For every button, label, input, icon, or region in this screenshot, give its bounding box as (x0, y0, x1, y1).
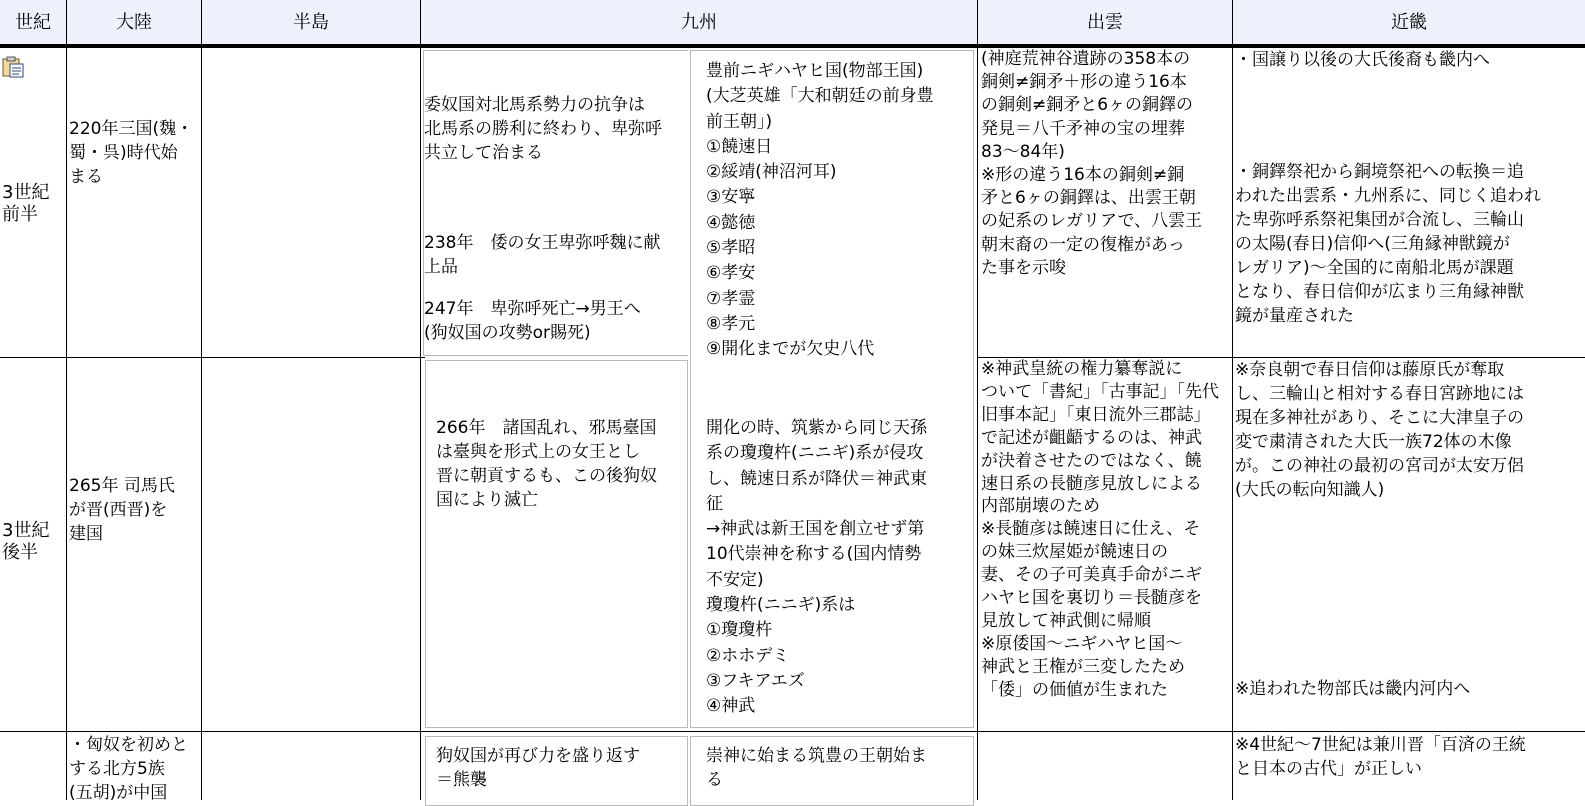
row2-kinki-b: ※追われた物部氏は畿内河内へ (1235, 679, 1471, 699)
row-divider-1 (0, 357, 425, 358)
row2-kyushu-b: 開化の時、筑紫から同じ天孫 系の瓊瓊杵(ニニギ)系が侵攻 し、饒速日系が降伏＝神武東 征 →神武は新王国を創立せず第 10代崇神を称する(国内情勢 不安定) 瓊瓊杵(ニニギ)系は ①瓊瓊杵 ②ホホデミ ③フキアエズ ④神武 (706, 418, 927, 717)
row2-continent: 265年 司馬氏 が晋(西晋)を 建国 (69, 476, 175, 544)
col-divider-2 (201, 0, 202, 800)
row3-kinki: ※4世紀〜7世紀は兼川晋「百済の王統 と日本の古代」が正しい (1235, 735, 1526, 779)
row2-kinki-a: ※奈良朝で春日信仰は藤原氏が奪取 し、三輪山と相対する春日宮跡地には 現在多神社があり、そこに大津皇子の 変で粛清された大氏一族72体の木像 が。この神社の最初の宮司が太安万侶 (大氏の転向知識人) (1235, 360, 1524, 500)
header-kinki: 近畿 (1391, 12, 1427, 33)
row-divider-2 (0, 731, 1585, 732)
header-continent: 大陸 (116, 12, 152, 33)
clipboard-paste-icon[interactable] (2, 56, 24, 78)
col-divider-4 (977, 0, 978, 800)
header-izumo: 出雲 (1087, 12, 1123, 33)
row1-izumo: (神庭荒神谷遺跡の358本の 銅剣≠銅矛＋形の違う16本 の銅剣≠銅矛と6ヶの銅鐸の 発見＝八千矛神の宝の埋葬 83〜84年) ※形の違う16本の銅剣≠銅 矛と6ヶの銅鐸は、出雲王朝 の妃系のレガリアで、八雲王 朝末裔の一定の復権があっ た事を示唆 (981, 49, 1203, 278)
row1-kyushu-a3: 247年 卑弥呼死亡→男王へ (狗奴国の攻勢or賜死) (424, 299, 641, 343)
row2-kyushu-a: 266年 諸国乱れ、邪馬臺国 は臺與を形式上の女王とし 晋に朝貢するも、この後狗奴 国により滅亡 (436, 418, 657, 510)
row3-continent: ・匈奴を初めと する北方5族 (五胡)が中国 (69, 735, 188, 803)
col-divider-5 (1232, 0, 1233, 800)
col-divider-3 (420, 0, 421, 800)
row3-kyushu-b: 崇神に始まる筑豊の王朝始ま る (706, 746, 927, 790)
row2-century: 3世紀 後半 (2, 520, 50, 563)
row3-kyushu-a: 狗奴国が再び力を盛り返す ＝熊襲 (436, 746, 640, 790)
row1-continent: 220年三国(魏・ 蜀・呉)時代始 まる (69, 119, 194, 187)
row1-kyushu-a2: 238年 倭の女王卑弥呼魏に献 上品 (424, 233, 661, 277)
row1-kinki-a: ・国譲り以後の大氏後裔も畿内へ (1235, 50, 1490, 70)
row1-century: 3世紀 前半 (2, 182, 50, 225)
row1-kyushu-a1: 委奴国対北馬系勢力の抗争は 北馬系の勝利に終わり、卑弥呼 共立して治まる (424, 95, 662, 163)
row1-kinki-b: ・銅鐸祭祀から銅境祭祀への転換＝追 われた出雲系・九州系に、同じく追われ た卑弥呼系祭祀集団が合流し、三輪山 の太陽(春日)信仰へ(三角縁神獣鏡が レガリア)〜全国的に南船北馬が課題 となり、春日信仰が広まり三角縁神獣 鏡が量産された (1235, 162, 1541, 326)
header-peninsula: 半島 (293, 12, 329, 33)
header-century: 世紀 (15, 12, 51, 33)
col-divider-1 (66, 0, 67, 800)
header-kyushu: 九州 (681, 12, 717, 33)
row2-izumo: ※神武皇統の権力纂奪説に ついて「書紀」「古事記」「先代 旧事本記」「東日流外三郡誌」 で記述が齟齬するのは、神武 が決着させたのではなく、饒 速日系の長髄彦見放しによる 内部崩壊のため ※長髄彦は饒速日に仕え、そ の妹三炊屋姫が饒速日の 妻、その子可美真手命がニギ ハヤヒ国を裏切り＝長髄彦を 見放して神武側に帰順 ※原倭国〜ニギハヤヒ国〜 神武と王権が三変したため 「倭」の価値が生まれた (981, 359, 1219, 700)
row1-kyushu-b: 豊前ニギハヤヒ国(物部王国) (大芝英雄「大和朝廷の前身豊 前王朝」) ①饒速日 ②綏靖(神沼河耳) ③安寧 ④懿徳 ⑤孝昭 ⑥孝安 ⑦孝霊 ⑧孝元 ⑨開化までが欠史八代 (706, 61, 934, 360)
